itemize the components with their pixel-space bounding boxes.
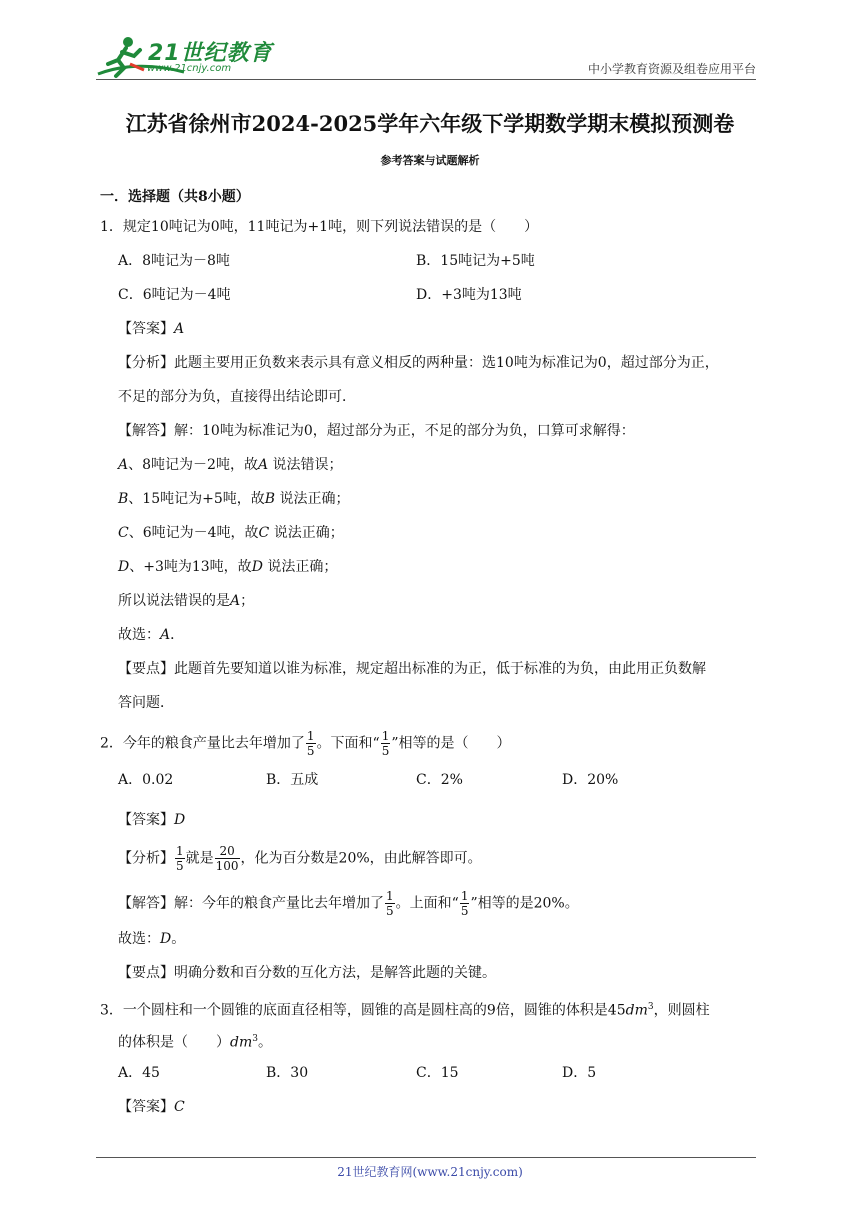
q1-solution-d: D、+3吨为13吨，故D 说法正确； — [118, 559, 338, 575]
q3-option-a: A．45 — [118, 1065, 160, 1081]
fraction: $\frac{1}{5}$ — [306, 729, 315, 758]
q1-key-line2: 答问题． — [118, 695, 174, 711]
q1-solution: 【解答】解：10吨为标准记为0，超过部分为正，不足的部分为负，口算可求解得： — [118, 423, 635, 439]
q1-option-c: C．6吨记为－4吨 — [118, 287, 231, 303]
q3-option-c: C．15 — [416, 1065, 459, 1081]
q3-option-d: D．5 — [562, 1065, 597, 1081]
fraction: $\frac{1}{5}$ — [386, 889, 394, 918]
q2-answer: 【答案】D — [118, 812, 186, 828]
q1-conclusion: 所以说法错误的是A； — [118, 593, 255, 609]
q2-option-a: A．0.02 — [118, 772, 174, 788]
q1-option-d: D．+3吨为13吨 — [416, 287, 522, 303]
logo-url: www.21cnjy.com — [147, 63, 232, 74]
q1-choice: 故选：A． — [118, 627, 185, 643]
q1-solution-b: B、15吨记为+5吨，故B 说法正确； — [118, 491, 350, 507]
fraction: $\frac{1}{5}$ — [381, 729, 390, 758]
q1-stem: 1．规定10吨记为0吨，11吨记为+1吨，则下列说法错误的是（ ） — [100, 219, 539, 235]
q2-analysis: 【分析】 $\frac{1}{5}$ 就是 $\frac{20}{100}$ ，化为百分数是20%，由此解答即可。 — [118, 844, 482, 873]
q1-answer: 【答案】A — [118, 321, 185, 337]
q1-analysis-line1: 【分析】此题主要用正负数来表示具有意义相反的两种量：选10吨为标准记为0，超过部分为正， — [118, 355, 719, 371]
q1-option-b: B．15吨记为+5吨 — [416, 253, 535, 269]
q1-solution-a: A、8吨记为－2吨，故A 说法错误； — [118, 457, 343, 473]
footer-divider — [96, 1157, 756, 1158]
q2-solution: 【解答】解：今年的粮食产量比去年增加了 $\frac{1}{5}$ 。上面和“ $\frac{1}{5}$ ”相等的是20%。 — [118, 889, 579, 918]
q2-option-d: D．20% — [562, 772, 619, 788]
footer-link[interactable]: 21世纪教育网(www.21cnjy.com) — [337, 1165, 523, 1179]
q1-option-a: A．8吨记为－8吨 — [118, 253, 230, 269]
q3-option-b: B．30 — [266, 1065, 309, 1081]
q2-option-c: C．2% — [416, 772, 463, 788]
q3-answer: 【答案】C — [118, 1099, 185, 1115]
header-divider — [96, 79, 756, 80]
q2-key: 【要点】明确分数和百分数的互化方法，是解答此题的关键。 — [118, 965, 496, 981]
page-subtitle: 参考答案与试题解析 — [380, 154, 480, 167]
q2-option-b: B．五成 — [266, 772, 319, 788]
fraction: $\frac{1}{5}$ — [176, 844, 184, 873]
section-heading: 一．选择题（共8小题） — [100, 189, 250, 205]
q1-analysis-line2: 不足的部分为负，直接得出结论即可． — [118, 389, 356, 405]
fraction: $\frac{1}{5}$ — [460, 889, 469, 918]
q3-stem-line2: 的体积是（ ）$dm^3$。 — [118, 1034, 272, 1051]
fraction: $\frac{20}{100}$ — [215, 844, 239, 873]
platform-name: 中小学教育资源及组卷应用平台 — [587, 62, 756, 76]
q1-key-line1: 【要点】此题首先要知道以谁为标准，规定超出标准的为正，低于标准的为负，由此用正负数解 — [118, 661, 706, 677]
q2-stem: 2．今年的粮食产量比去年增加了 $\frac{1}{5}$ 。下面和“ $\frac{1}{5}$ ”相等的是（ ） — [100, 729, 511, 758]
q1-solution-c: C、6吨记为－4吨，故C 说法正确； — [118, 525, 344, 541]
page-title: 江苏省徐州市2024-2025学年六年级下学期数学期末模拟预测卷 — [125, 111, 735, 136]
q3-stem-line1: 3．一个圆柱和一个圆锥的底面直径相等，圆锥的高是圆柱高的9倍，圆锥的体积是$45dm^3$，则圆柱 — [100, 1002, 710, 1019]
q2-choice: 故选：D。 — [118, 931, 186, 947]
logo-text: 21世纪教育 — [148, 41, 273, 66]
